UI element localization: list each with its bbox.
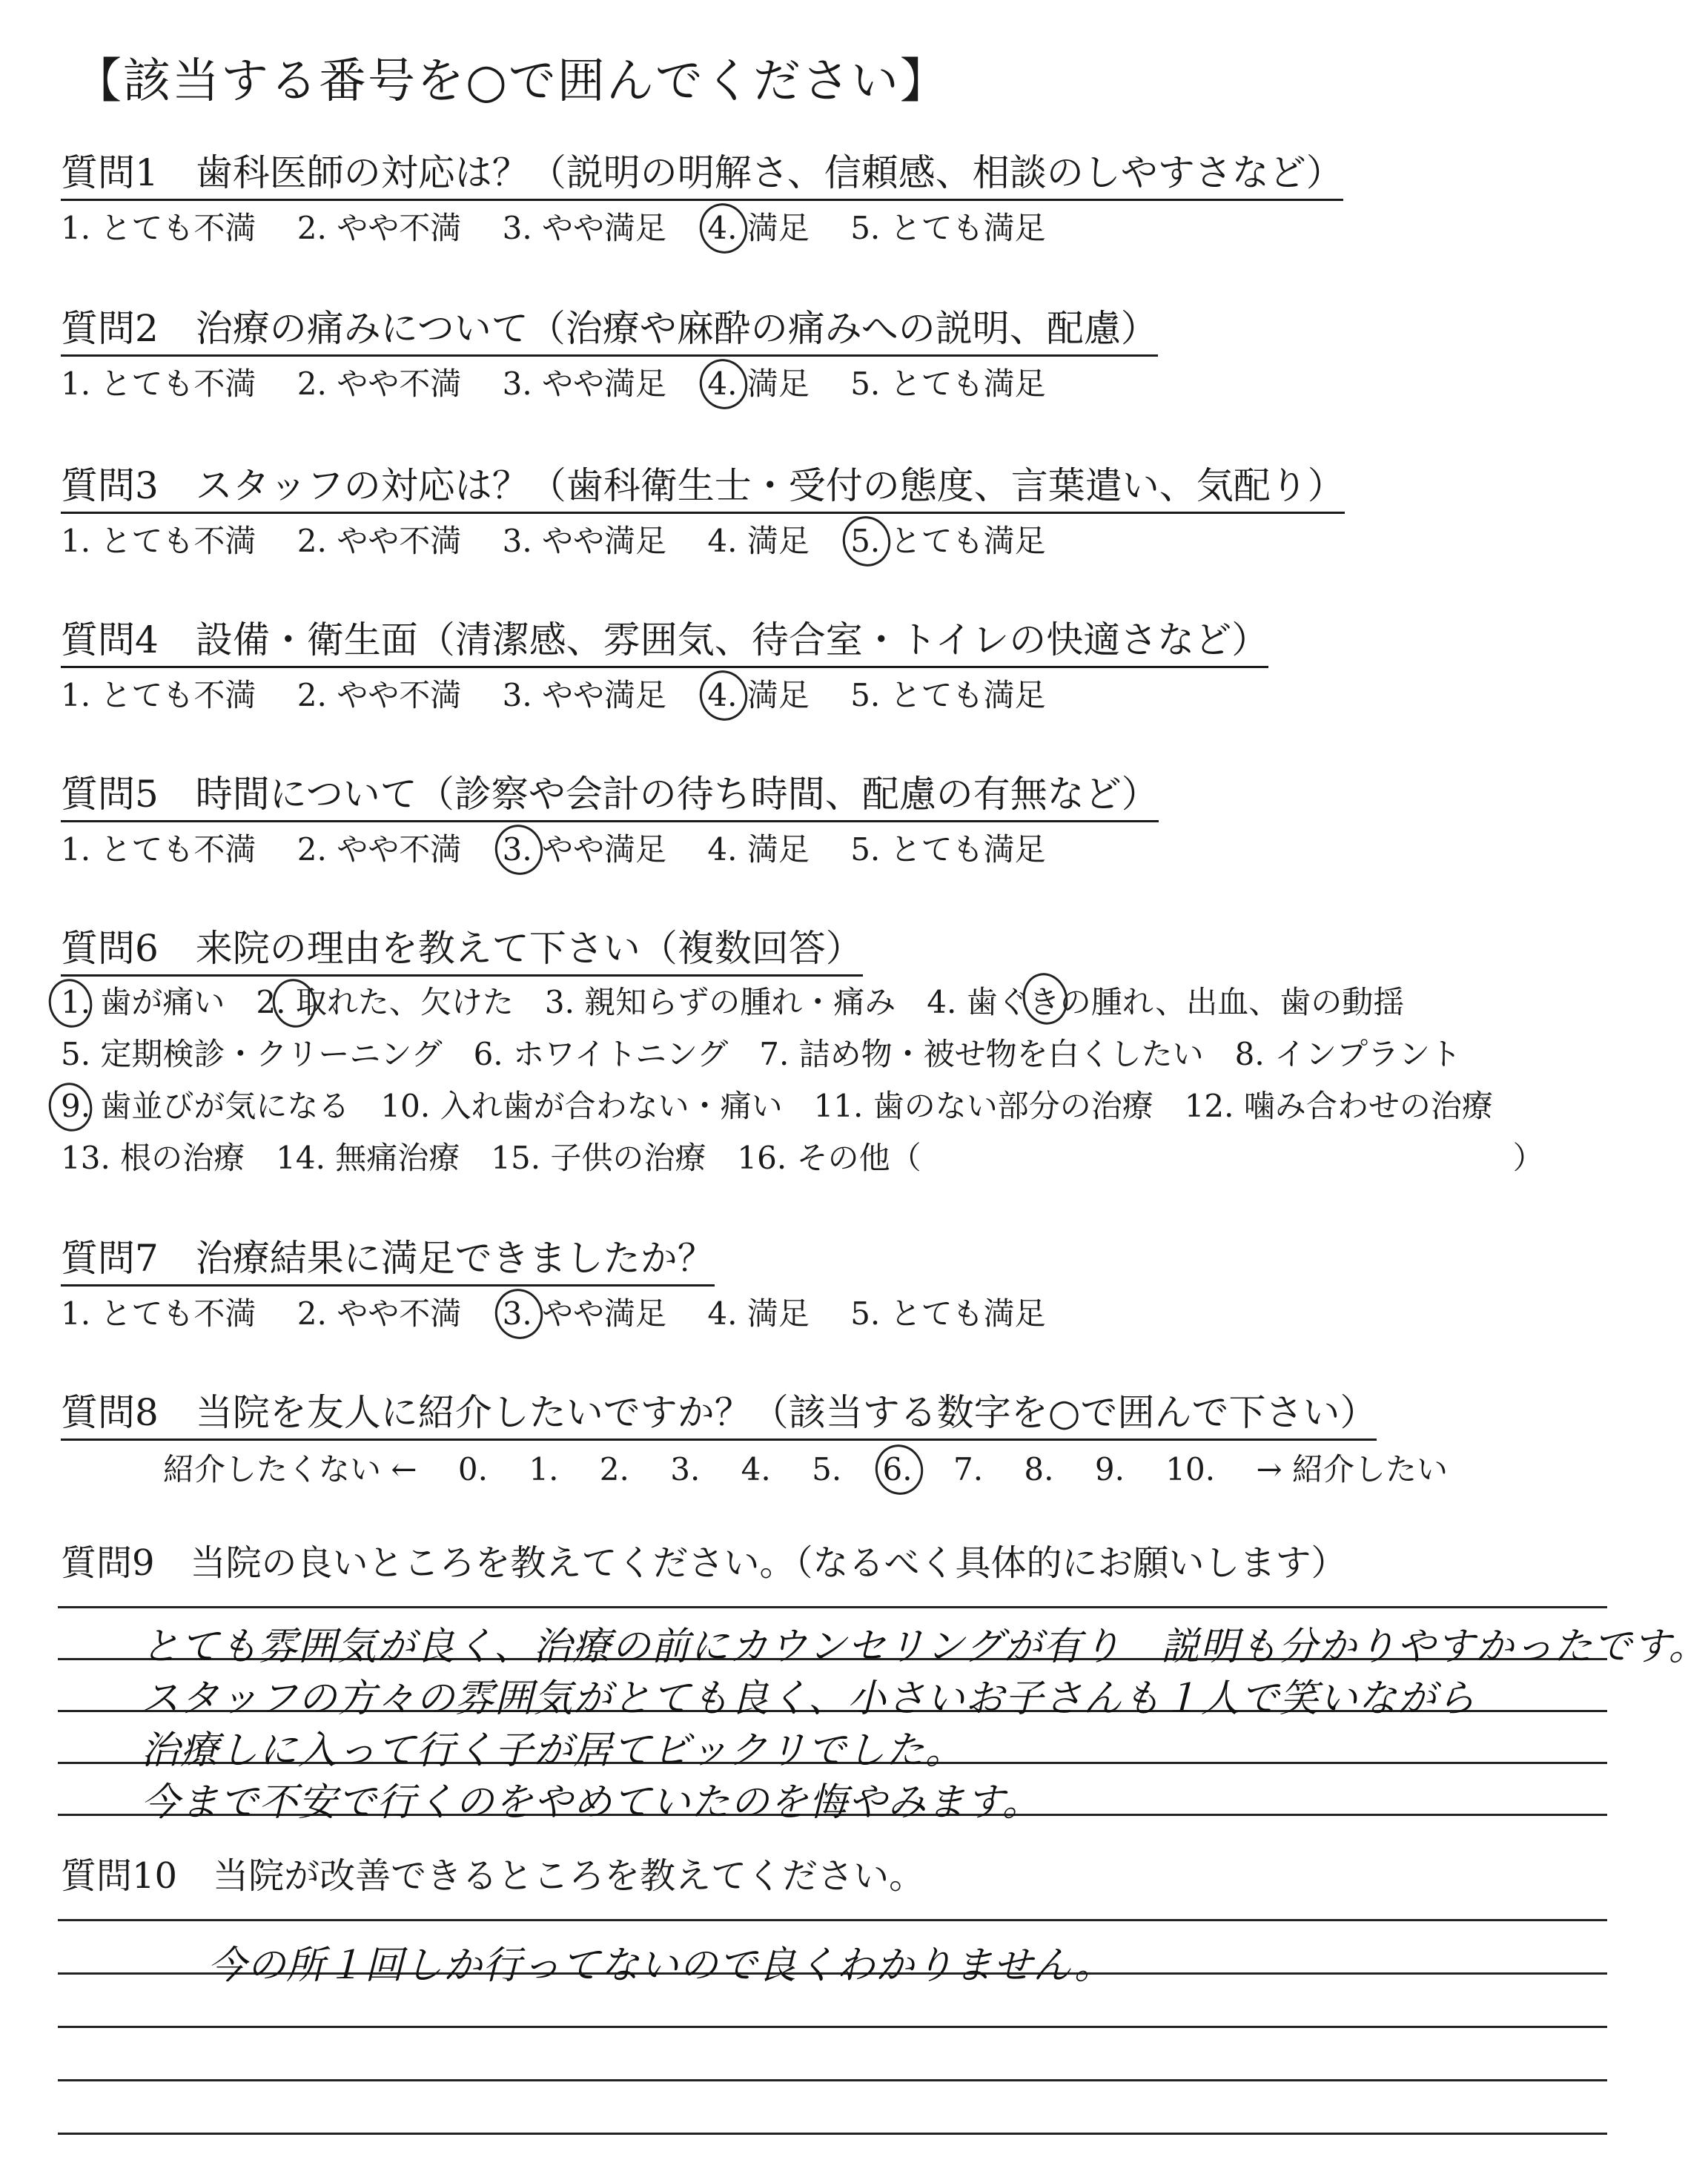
question-7-heading: 質問7 治療結果に満足できましたか？ — [61, 1235, 715, 1287]
question-6-row-4[interactable]: 13. 根の治療 14. 無痛治療 15. 子供の治療 16. その他（ ） — [61, 1140, 1544, 1176]
option-3[interactable]: 3. やや満足 — [502, 677, 667, 713]
answer-line — [58, 2133, 1607, 2135]
question-2-options — [61, 365, 1046, 403]
question-6-row-2[interactable]: 5. 定期検診・クリーニング 6. ホワイトニング 7. 詰め物・被せ物を白くしたい 8. インプラント — [61, 1036, 1462, 1072]
option-1[interactable]: 1. とても不満 — [61, 1295, 256, 1332]
option-3[interactable]: 3. やや満足 — [502, 366, 667, 402]
handwritten-answer-line-4: 今まで不安で行くのをやめていたのを悔やみます。 — [141, 1780, 1042, 1825]
answer-line — [58, 2026, 1607, 2028]
question-5-options — [61, 830, 1046, 869]
answer-line — [58, 1919, 1607, 1921]
option-2[interactable]: 2. やや不満 — [297, 831, 462, 868]
question-4-heading: 質問4 設備・衛生面（清潔感、雰囲気、待合室・トイレの快適さなど） — [61, 617, 1268, 668]
option-5[interactable]: 5. とても満足 — [850, 1295, 1046, 1332]
scale-left-label: 紹介したくない ← — [163, 1451, 417, 1487]
option-5[interactable]: 5. とても満足 — [850, 677, 1046, 713]
option-3-circled[interactable]: 3. やや満足 — [502, 831, 667, 868]
option-4[interactable]: 4. 満足 — [707, 1295, 810, 1332]
question-8-heading: 質問8 当院を友人に紹介したいですか？（該当する数字を○で囲んで下さい） — [61, 1390, 1377, 1441]
option-3-circled[interactable]: 3. やや満足 — [502, 1295, 667, 1332]
option-2[interactable]: 2. やや不満 — [297, 677, 462, 713]
question-4-options — [61, 676, 1046, 715]
option-1[interactable]: 1. とても不満 — [61, 831, 256, 868]
question-8-scale — [163, 1450, 1448, 1489]
score-8[interactable]: 8. — [1024, 1451, 1054, 1487]
option-2[interactable]: 2. やや不満 — [297, 210, 462, 246]
option-1[interactable]: 1. とても不満 — [61, 210, 256, 246]
option-4-circled[interactable]: 4. 満足 — [707, 366, 810, 402]
score-4[interactable]: 4. — [741, 1451, 771, 1487]
question-7-options — [61, 1295, 1046, 1333]
answer-line — [58, 1606, 1607, 1608]
option-4[interactable]: 4. 満足 — [707, 523, 810, 559]
score-9[interactable]: 9. — [1094, 1451, 1125, 1487]
option-1[interactable]: 1. とても不満 — [61, 523, 256, 559]
option-3[interactable]: 3. やや満足 — [502, 523, 667, 559]
option-5[interactable]: 5. とても満足 — [850, 366, 1046, 402]
question-6-row-1[interactable]: 1. 歯が痛い 2. 取れた、欠けた 3. 親知らずの腫れ・痛み 4. 歯ぐきの腫れ、出血、歯の動揺 — [61, 984, 1405, 1020]
score-2[interactable]: 2. — [599, 1451, 629, 1487]
option-2[interactable]: 2. やや不満 — [297, 523, 462, 559]
page-title: 【該当する番号を○で囲んでください】 — [74, 54, 949, 109]
score-1[interactable]: 1. — [529, 1451, 559, 1487]
scale-right-label: → 紹介したい — [1256, 1451, 1448, 1487]
question-5-heading: 質問5 時間について（診察や会計の待ち時間、配慮の有無など） — [61, 771, 1159, 822]
question-3-heading: 質問3 スタッフの対応は？（歯科衛生士・受付の態度、言葉遣い、気配り） — [61, 463, 1345, 514]
score-6-circled[interactable]: 6. — [882, 1451, 913, 1487]
option-5-circled[interactable]: 5. とても満足 — [850, 523, 1046, 559]
question-6-row-3[interactable]: 9. 歯並びが気になる 10. 入れ歯が合わない・痛い 11. 歯のない部分の治療 12. 噛み合わせの治療 — [61, 1088, 1493, 1124]
question-1-heading: 質問1 歯科医師の対応は？（説明の明解さ、信頼感、相談のしやすさなど） — [61, 150, 1343, 201]
score-5[interactable]: 5. — [812, 1451, 842, 1487]
question-3-options — [61, 522, 1046, 561]
option-2[interactable]: 2. やや不満 — [297, 1295, 462, 1332]
score-7[interactable]: 7. — [953, 1451, 984, 1487]
option-5[interactable]: 5. とても満足 — [850, 210, 1046, 246]
score-0[interactable]: 0. — [457, 1451, 488, 1487]
option-1[interactable]: 1. とても不満 — [61, 677, 256, 713]
handwritten-answer-line-2: スタッフの方々の雰囲気がとても良く、小さいお子さんも１人で笑いながら — [141, 1677, 1476, 1721]
option-4[interactable]: 4. 満足 — [707, 831, 810, 868]
handwritten-answer-line-1: とても雰囲気が良く、治療の前にカウンセリングが有り 説明も分かりやすかったです。 — [141, 1625, 1708, 1669]
handwritten-answer-line-1: 今の所１回しか行ってないので良くわかりません。 — [208, 1943, 1114, 1988]
option-2[interactable]: 2. やや不満 — [297, 366, 462, 402]
score-3[interactable]: 3. — [670, 1451, 701, 1487]
question-6-heading: 質問6 来院の理由を教えて下さい（複数回答） — [61, 925, 863, 977]
question-10-heading: 質問10 当院が改善できるところを教えてください。 — [61, 1855, 925, 1897]
option-1[interactable]: 1. とても不満 — [61, 366, 256, 402]
score-10[interactable]: 10. — [1165, 1451, 1216, 1487]
option-3[interactable]: 3. やや満足 — [502, 210, 667, 246]
answer-line — [58, 2079, 1607, 2081]
option-5[interactable]: 5. とても満足 — [850, 831, 1046, 868]
option-4-circled[interactable]: 4. 満足 — [707, 677, 810, 713]
option-4-circled[interactable]: 4. 満足 — [707, 210, 810, 246]
question-9-heading: 質問9 当院の良いところを教えてください。（なるべく具体的にお願いします） — [61, 1542, 1347, 1584]
question-2-heading: 質問2 治療の痛みについて（治療や麻酔の痛みへの説明、配慮） — [61, 305, 1158, 357]
handwritten-answer-line-3: 治療しに入って行く子が居てビックリでした。 — [141, 1728, 964, 1773]
question-1-options — [61, 209, 1046, 248]
